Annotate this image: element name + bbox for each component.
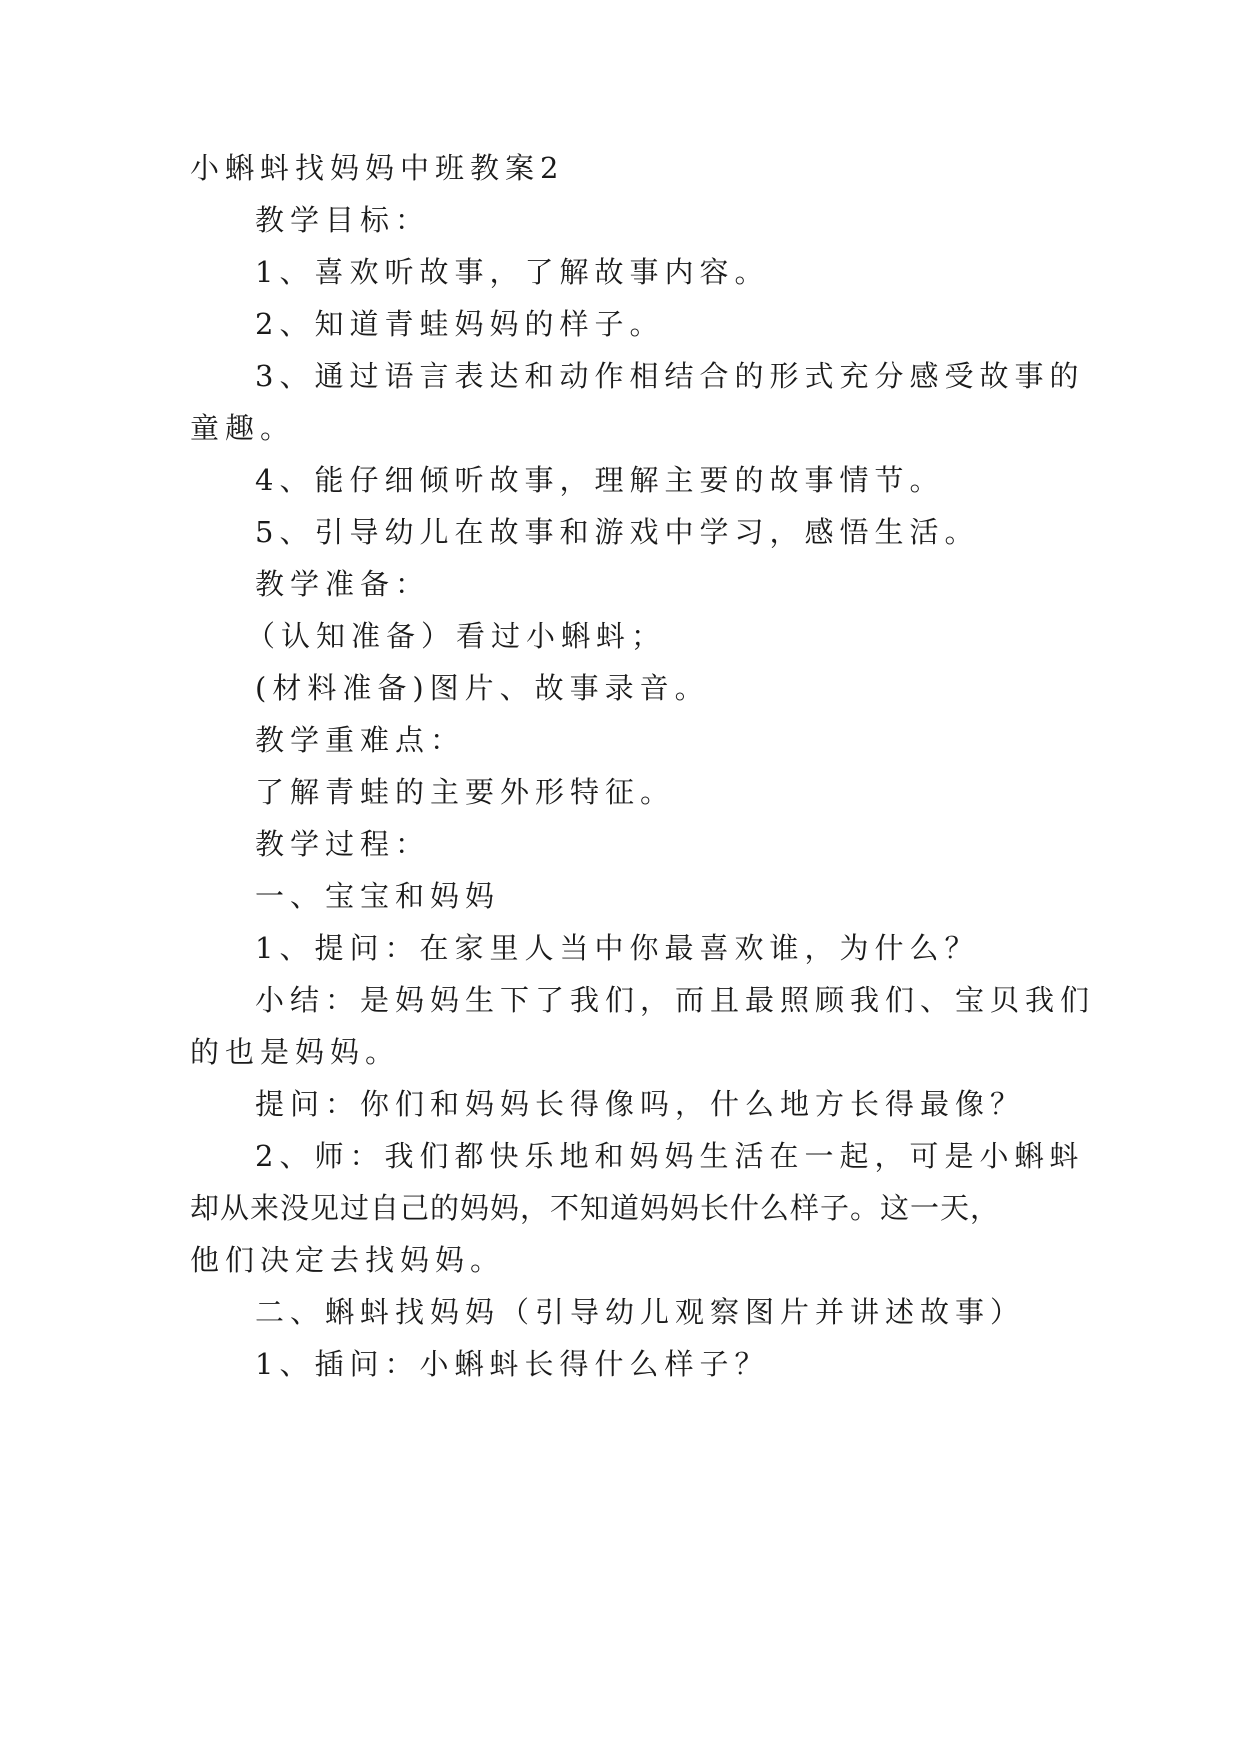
process-teacher-line-continued-1: 却从来没见过自己的妈妈，不知道妈妈长什么样子。这一天， <box>190 1191 1001 1225</box>
section-heading-goals: 教学目标： <box>255 203 431 237</box>
document-title: 小蝌蚪找妈妈中班教案2 <box>190 151 565 185</box>
process-question-3: 1、插问：小蝌蚪长得什么样子？ <box>255 1347 770 1381</box>
section-heading-key-points: 教学重难点： <box>255 723 466 757</box>
key-point-item: 了解青蛙的主要外形特征。 <box>255 775 676 809</box>
process-question-2: 提问：你们和妈妈长得像吗，什么地方长得最像？ <box>255 1087 1026 1121</box>
section-heading-preparation: 教学准备： <box>255 567 431 601</box>
process-teacher-line: 2、师：我们都快乐地和妈妈生活在一起，可是小蝌蚪 <box>255 1139 1085 1173</box>
process-teacher-line-continued-2: 他们决定去找妈妈。 <box>190 1243 506 1277</box>
process-question-1: 1、提问：在家里人当中你最喜欢谁，为什么？ <box>255 931 980 965</box>
goal-item-4: 4、能仔细倾听故事，理解主要的故事情节。 <box>255 463 945 497</box>
process-part-2-heading: 二、蝌蚪找妈妈（引导幼儿观察图片并讲述故事） <box>255 1295 1026 1329</box>
goal-item-3-continued: 童趣。 <box>190 411 296 445</box>
process-summary-continued: 的也是妈妈。 <box>190 1035 401 1069</box>
goal-item-3: 3、通过语言表达和动作相结合的形式充分感受故事的 <box>255 359 1085 393</box>
process-summary: 小结：是妈妈生下了我们，而且最照顾我们、宝贝我们 <box>255 983 1096 1017</box>
process-part-1-heading: 一、宝宝和妈妈 <box>255 879 501 913</box>
section-heading-process: 教学过程： <box>255 827 431 861</box>
goal-item-5: 5、引导幼儿在故事和游戏中学习，感悟生活。 <box>255 515 980 549</box>
goal-item-2: 2、知道青蛙妈妈的样子。 <box>255 307 665 341</box>
preparation-item-materials: (材料准备)图片、故事录音。 <box>255 671 710 705</box>
preparation-item-cognitive: （认知准备）看过小蝌蚪； <box>246 619 667 653</box>
goal-item-1: 1、喜欢听故事，了解故事内容。 <box>255 255 770 289</box>
